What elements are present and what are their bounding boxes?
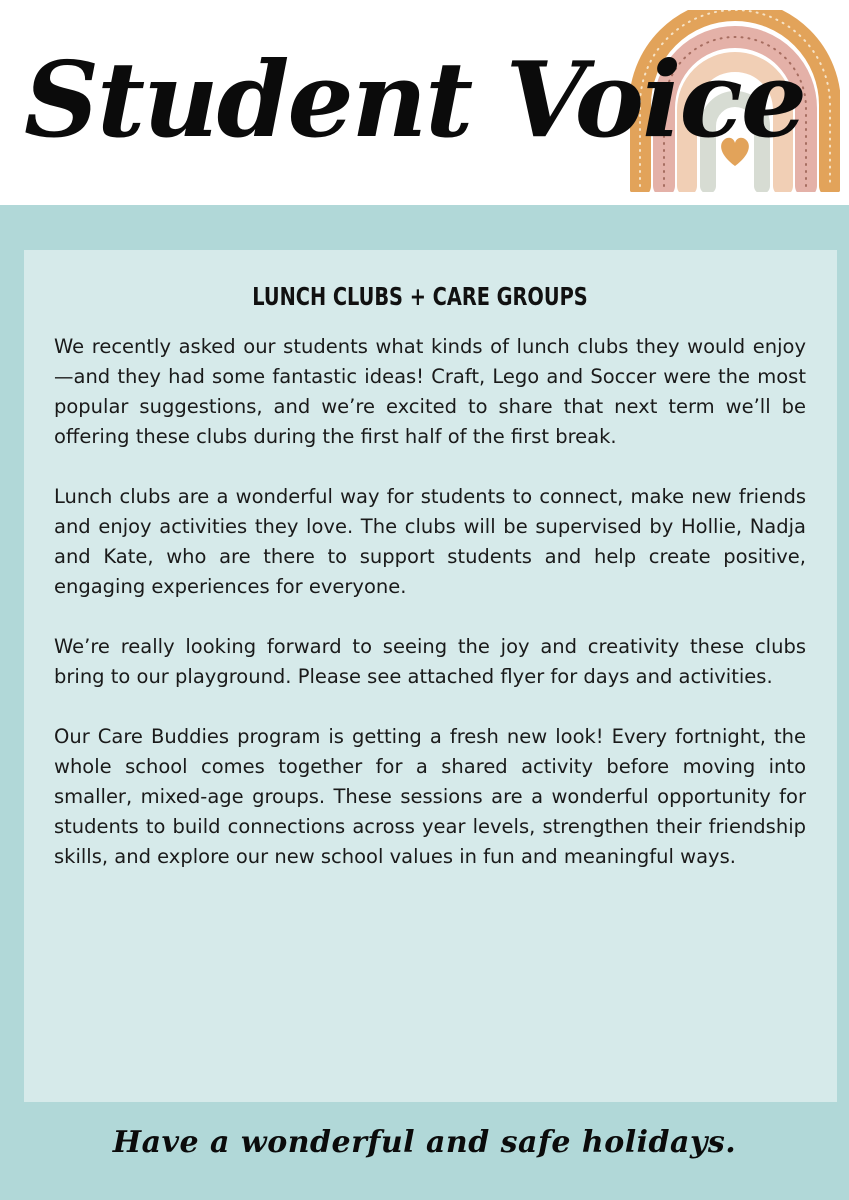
paragraph-1: We recently asked our students what kinds of lunch clubs they would enjoy—and they had some fantastic ideas! Craft, Lego and Soccer were the most popular suggestions, and we’re excited to share that next term we’ll be offering these clubs during the first half of the first break. xyxy=(54,335,806,448)
footer-message: Have a wonderful and safe holidays. xyxy=(112,1125,737,1160)
paragraph-2: Lunch clubs are a wonderful way for students to connect, make new friends and enjoy activities they love. The clubs will be supervised by Hollie, Nadja and Kate, who are there to support students and help create positive, engaging experiences for everyone. xyxy=(54,485,806,598)
paragraph-4: Our Care Buddies program is getting a fresh new look! Every fortnight, the whole school comes together for a shared activity before moving into smaller, mixed-age groups. These sessions are a wonderful opportunity for students to build connections across year levels, strengthen their friendship skills, and explore our new school values in fun and meaningful ways. xyxy=(54,725,806,868)
header xyxy=(0,0,849,205)
page-title: Student Voice xyxy=(24,38,806,161)
section-heading: LUNCH CLUBS + CARE GROUPS xyxy=(252,282,588,311)
article-body xyxy=(54,332,806,872)
paragraph-3: We’re really looking forward to seeing the joy and creativity these clubs bring to our playground. Please see attached flyer for days and activities. xyxy=(54,635,806,688)
